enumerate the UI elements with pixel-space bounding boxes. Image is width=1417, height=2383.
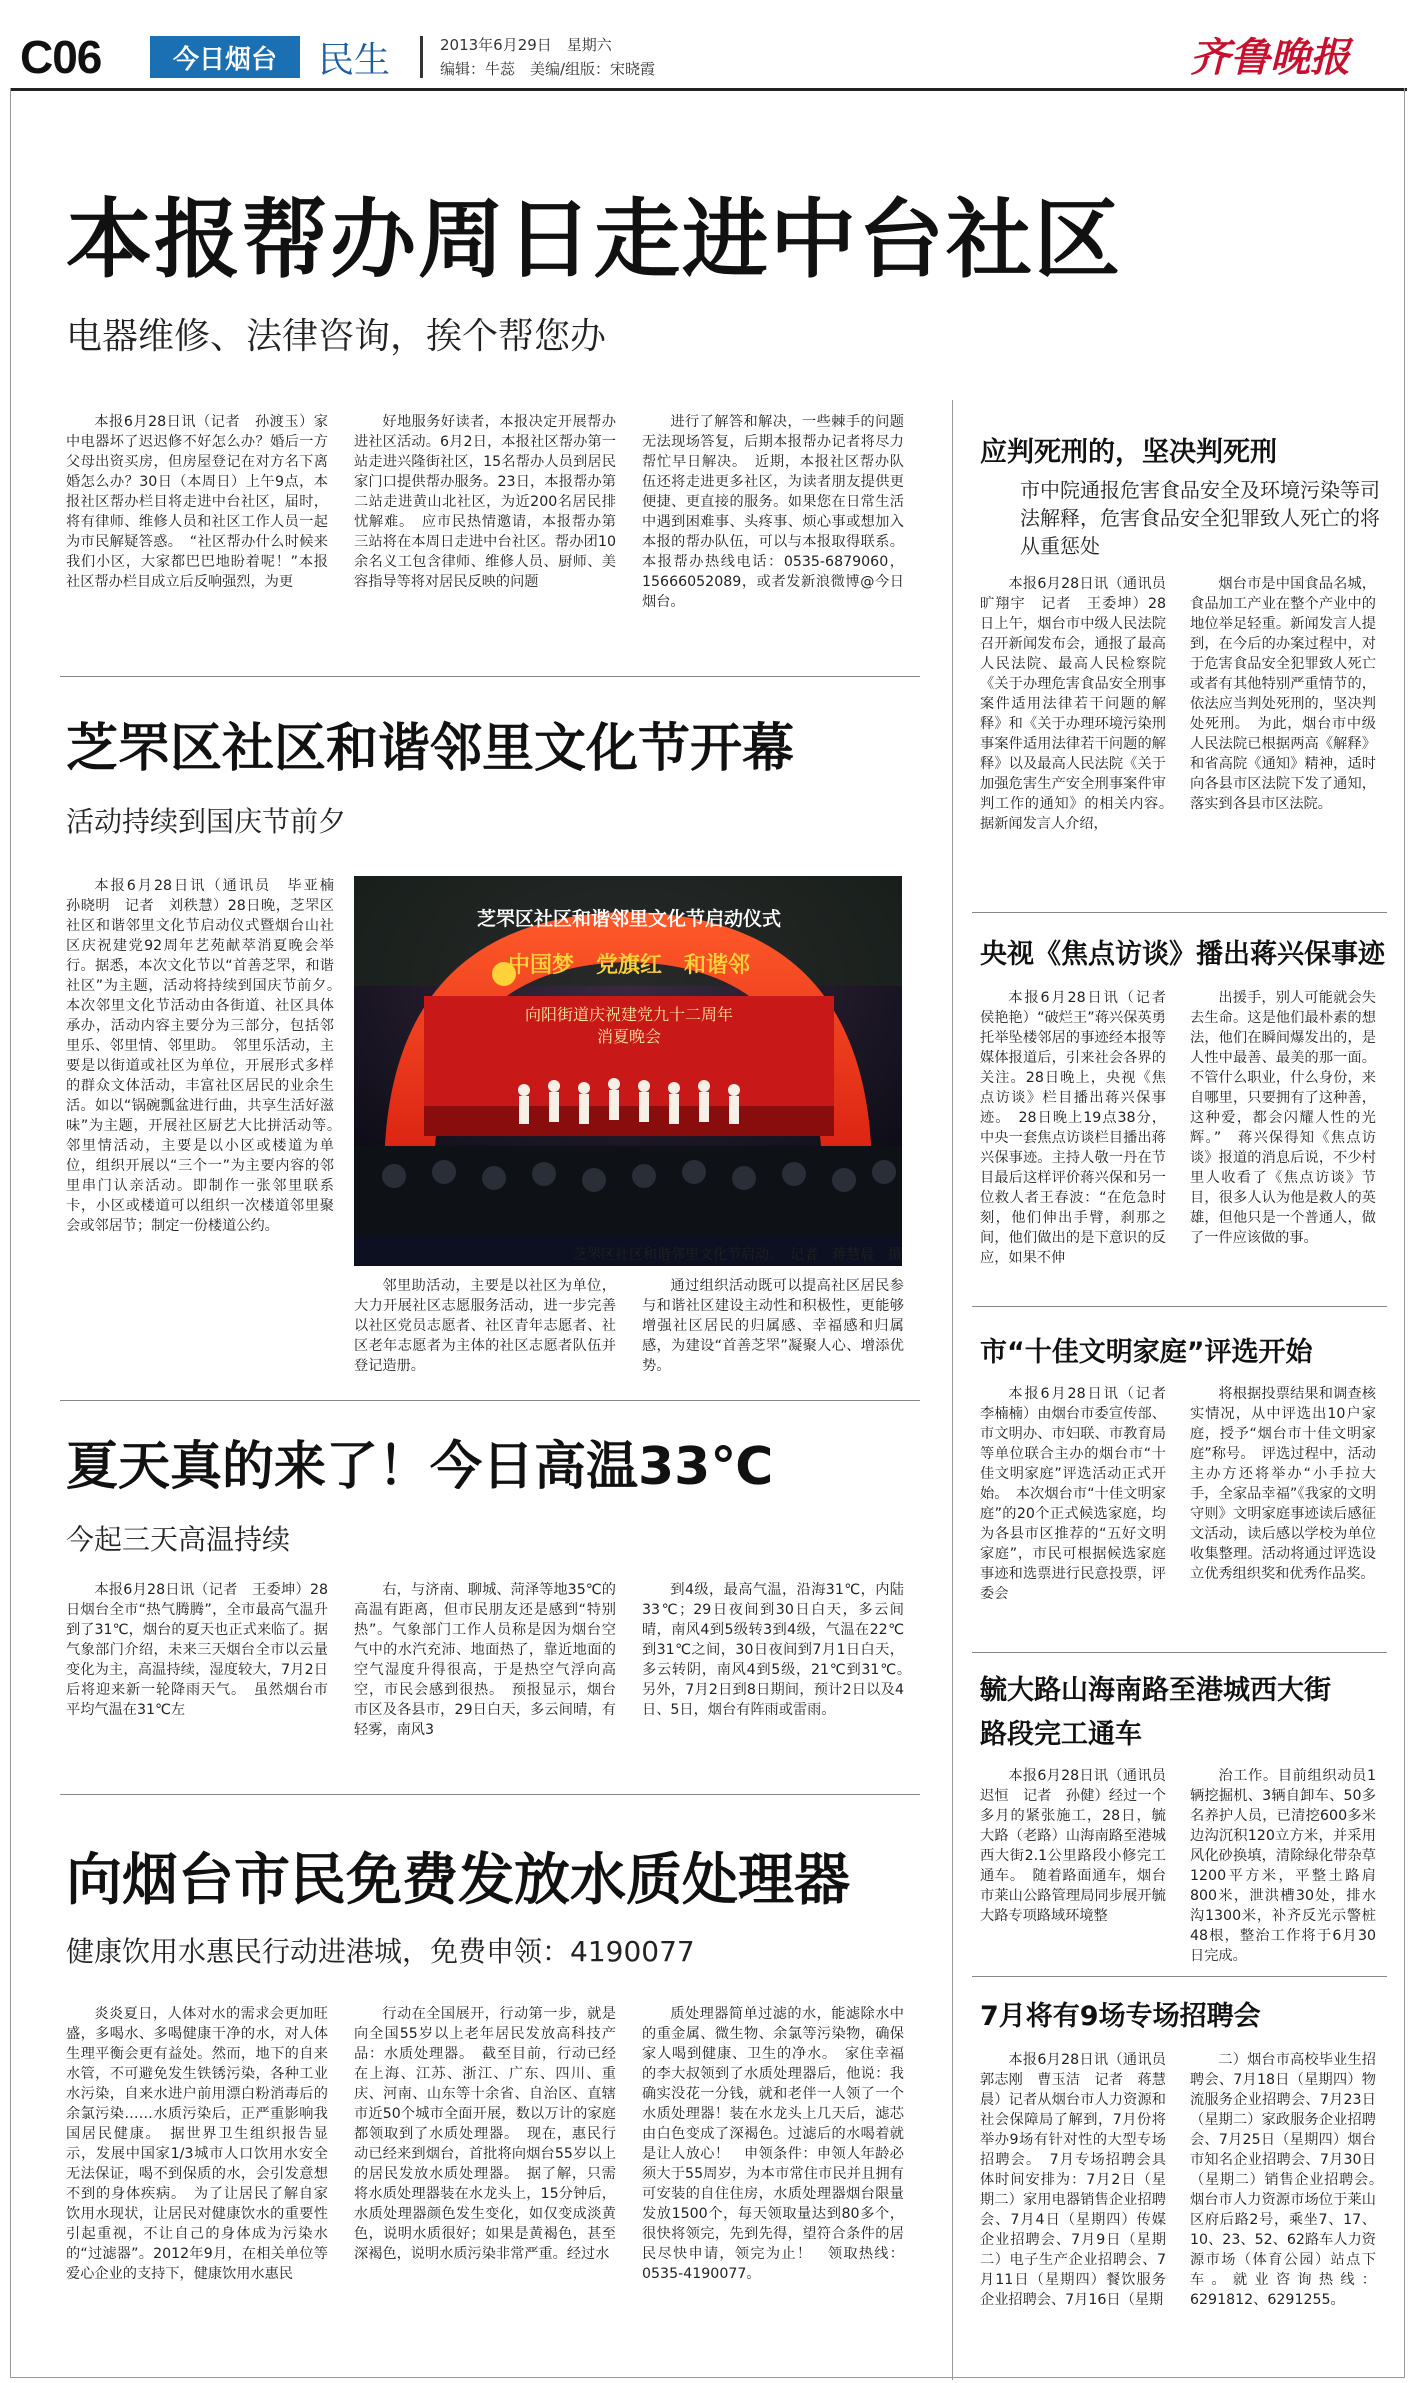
header-divider — [420, 36, 423, 78]
masthead-logo: 齐鲁晚报 — [1190, 34, 1350, 81]
divider — [972, 912, 1387, 913]
r1-text: 烟台市是中国食品名城，食品加工产业在整个产业中的地位举足轻重。新闻发言人提到，在今后的办案过程中，对于危害食品安全犯罪致人死亡或者有其他特别严重情节的，依法应当判处死刑的，坚决判处死刑。 为此，烟台市中级人民法院已根据两高《解释》和省高院《通知》精神，适时向各县市区法院下发了通知，落实到各县市区法院。 — [1190, 576, 1376, 812]
r3-text: 将根据投票结果和调查核实情况，从中评选出10户家庭，授予“烟台市十佳文明家庭”称号。 评选过程中，活动主办方还将举办“小手拉大手，全家品幸福”《我家的文明守则》文明家庭事迹读后感征文活动，读后感以学校为单位收集整理。活动将通过评选设立优秀组织奖和优秀作品奖。 — [1190, 1386, 1376, 1582]
r1-col-2 — [1190, 574, 1376, 900]
r3-col-1 — [980, 1384, 1181, 1648]
photo-arch-text: 中国梦 党旗红 和谐邻 — [507, 953, 750, 978]
article-2-headline: 芝罘区社区和谐邻里文化节开幕 — [66, 719, 795, 779]
photo-stage-text: 消夏晚会 — [596, 1027, 661, 1046]
r4-headline-line-1: 毓大路山海南路至港城西大街 — [980, 1675, 1331, 1706]
article-3-headline: 夏天真的来了！今日高温33℃ — [66, 1437, 774, 1497]
r2-col-2 — [1190, 988, 1376, 1320]
article-3-text: 右，与济南、聊城、菏泽等地35℃的高温有距离，但市民朋友还是感到“特别热”。气象部门工作人员称是因为烟台空气中的水汽充沛、地面热了，靠近地面的空气湿度升得很高，于是热空气浮向高空，市民会感到很热。 预报显示，烟台市区及各县市，29日白天，多云间晴，有轻雾，南风3 — [354, 1582, 616, 1738]
article-4-subhead: 健康饮用水惠民行动进港城，免费申领：4190077 — [66, 1935, 695, 1968]
r4-text: 治工作。目前组织动员1辆挖掘机、3辆自卸车、50多名养护人员，已清挖600多米边沟沉积120立方米，并采用风化砂换填，清除绿化带杂草1200平方米，平整土路肩800米，泄洪槽30处，排水沟1300米，补齐反光示警桩48根，整治工作将于6月30日完成。 — [1190, 1768, 1376, 1964]
issue-date: 2013年6月29日 星期六 — [440, 36, 612, 54]
r5-col-2 — [1190, 2050, 1391, 2370]
r2-text: 本报6月28日讯（记者 侯艳艳）“破烂王”蒋兴保英勇托举坠楼邻居的事迹经本报等媒体报道后，引来社会各界的关注。28日晚上，央视《焦点访谈》栏目播出蒋兴保事迹。 28日晚上19点38分，中央一套焦点访谈栏目播出蒋兴保事迹。主持人敬一丹在节目最后这样评价蒋兴保和另一位救人者王春波：“在危急时刻，他们伸出手臂，刹那之间，他们做出的是下意识的反应，如果不伸 — [980, 990, 1181, 1266]
divider — [972, 1306, 1387, 1307]
article-2-col-2 — [354, 1276, 616, 1384]
article-3-text: 本报6月28日讯（记者 王委坤）28日烟台全市“热气腾腾”，全市最高气温升到了31℃，烟台的夏天也正式来临了。据气象部门介绍，未来三天烟台全市以云量变化为主，高温持续，湿度较大，7月2日后将迎来新一轮降雨天气。 虽然烟台市平均气温在31℃左 — [66, 1582, 328, 1718]
article-1-col-1 — [66, 412, 328, 652]
divider — [60, 1400, 920, 1401]
photo-caption: 芝罘区社区和谐邻里文化节启动。 记者 蒋慧晨 摄 — [573, 1247, 902, 1263]
r3-headline: 市“十佳文明家庭”评选开始 — [980, 1337, 1313, 1368]
photo-stage-text: 向阳街道庆祝建党九十二周年 — [524, 1005, 733, 1024]
divider — [60, 676, 920, 677]
article-3-text: 到4级，最高气温，沿海31℃，内陆33℃；29日夜间到30日白天，多云间晴，南风4到5级转3到4级，气温在22℃到31℃之间，30日夜间到7月1日白天，多云转阴，南风4到5级，21℃到31℃。 另外，7月2日到8日期间，预计2日以及4日、5日，烟台有阵雨或雷雨。 — [642, 1582, 919, 1718]
r2-col-1 — [980, 988, 1181, 1320]
r2-text: 出援手，别人可能就会失去生命。这是他们最朴素的想法，他们在瞬间爆发出的，是人性中最善、最美的那一面。不管什么职业，什么身份，来自哪里，只要拥有了这种善，这种爱，都会闪耀人性的光辉。” 蒋兴保得知《焦点访谈》报道的消息后说，不少村里人收看了《焦点访谈》节目，很多人认为他是救人的英雄，但他只是一个普通人，做了一件应该做的事。 — [1190, 990, 1376, 1246]
article-4-text: 炎炎夏日，人体对水的需求会更加旺盛，多喝水、多喝健康干净的水，对人体生理平衡会更有益处。然而，地下的自来水管，不可避免发生铁锈污染，各种工业水污染，自来水进户前用漂白粉消毒后的余氯污染……水质污染后，正严重影响我国居民健康。 据世界卫生组织报告显示，发展中国家1/3城市人口饮用水安全无法保证，喝不到保质的水，会引发意想不到的身体疾病。 为了让居民了解自家饮用水现状，让居民对健康饮水的重要性引起重视，不让自己的身体成为污染水的“过滤器”。2012年9月，在相关单位等爱心企业的支持下，健康饮用水惠民 — [66, 2006, 328, 2282]
article-1-text: 进行了解答和解决，一些棘手的问题无法现场答复，后期本报帮办记者将尽力帮忙早日解决。 近期，本报社区帮办队伍还将走进更多社区，为读者朋友提供更便捷、更直接的服务。如果您在日常生活中遇到困难事、头疼事、烦心事或想加入本报的帮办队伍，可以与本报取得联系。本报帮办热线电话：0535-6879060，15666052089，或者发新浪微博@今日烟台。 — [642, 414, 904, 610]
page-number: C06 — [20, 31, 102, 83]
r5-col-1 — [980, 2050, 1181, 2370]
article-4-col-1 — [66, 2004, 328, 2370]
section-tab: 今日烟台 — [150, 36, 300, 78]
r5-text: 本报6月28日讯（通讯员 郭志刚 曹玉洁 记者 蒋慧晨）记者从烟台市人力资源和社会保障局了解到，7月份将举办9场有针对性的大型专场招聘会。 7月专场招聘会具体时间安排为：7月2日（星期二）家用电器销售企业招聘会、7月4日（星期四）传媒企业招聘会、7月9日（星期二）电子生产企业招聘会、7月11日（星期四）餐饮服务企业招聘会、7月16日（星期 — [980, 2052, 1181, 2308]
r3-text: 本报6月28日讯（记者 李楠楠）由烟台市委宣传部、市文明办、市妇联、市教育局等单位联合主办的烟台市“十佳文明家庭”评选活动正式开始。 本次烟台市“十佳文明家庭”的20个正式候选家庭，均为各县市区推荐的“五好文明家庭”，市民可根据候选家庭事迹和选票进行民意投票，评委会 — [980, 1386, 1181, 1602]
article-4-text: 行动在全国展开，行动第一步，就是向全国55岁以上老年居民发放高科技产品：水质处理器。 截至目前，行动已经在上海、江苏、浙江、广东、四川、重庆、河南、山东等十余省、自治区、直辖市近50个城市全面开展，数以万计的家庭都领取到了水质处理器。 现在，惠民行动已经来到烟台，首批将向烟台55岁以上的居民发放水质处理器。 据了解，只需将水质处理器装在水龙头上，15分钟后，水质处理器颜色发生变化，如仅变成淡黄色，说明水质很好；如果是黄褐色，甚至深褐色，说明水质污染非常严重。经过水 — [354, 2006, 616, 2262]
article-1-text: 本报6月28日讯（记者 孙渡玉）家中电器坏了迟迟修不好怎么办？婚后一方父母出资买房，但房屋登记在对方名下离婚怎么办？30日（本周日）上午9点，本报社区帮办栏目将走进中台社区，届时，将有律师、维修人员和社区工作人员一起为市民解疑答惑。 “社区帮办什么时候来我们小区，大家都巴巴地盼着呢！”本报社区帮办栏目成立后反响强烈，为更 — [66, 414, 328, 590]
subsection-label: 民生 — [318, 40, 391, 81]
article-2-text: 本报6月28日讯（通讯员 毕亚楠 孙晓明 记者 刘秩慧）28日晚，芝罘区社区和谐邻里文化节启动仪式暨烟台山社区庆祝建党92周年艺苑献萃消夏晚会举行。据悉，本次文化节以“首善芝罘，和谐社区”为主题，活动将持续到国庆节前夕。 本次邻里文化节活动由各街道、社区具体承办，活动内容主要分为三部分，包括邻里乐、邻里情、邻里助。 邻里乐活动，主要是以街道或社区为单位，开展形式多样的群众文体活动，丰富社区居民的业余生活。如以“锅碗瓢盆进行曲，共享生活好滋味”为主题，开展社区厨艺大比拼活动等。 邻里情活动，主要是以小区或楼道为单位，组织开展以“三个一”为主要内容的邻里串门认亲活动。即制作一张邻里联系卡，小区或楼道可以组织一次楼道邻里聚会或邻居节；制定一份楼道公约。 — [66, 878, 349, 1234]
r1-headline: 应判死刑的，坚决判死刑 — [980, 437, 1277, 468]
r4-col-2 — [1190, 1766, 1376, 1976]
article-3-subhead: 今起三天高温持续 — [66, 1523, 291, 1556]
r4-col-1 — [980, 1766, 1181, 1976]
editor-credits: 编辑：牛蕊 美编/组版：宋晓霞 — [440, 60, 656, 78]
r3-col-2 — [1190, 1384, 1376, 1648]
photo-banner-text: 芝罘区社区和谐邻里文化节启动仪式 — [476, 908, 781, 930]
r1-col-1 — [980, 574, 1181, 900]
article-4-text: 质处理器简单过滤的水，能滤除水中的重金属、微生物、余氯等污染物，确保家人喝到健康、卫生的净水。 家住幸福的李大叔领到了水质处理器后，他说：我确实没花一分钱，就和老伴一人领了一个水质处理器！装在水龙头上几天后，滤芯由白色变成了深褐色。过滤后的水喝着就是让人放心！ 申领条件：申领人年龄必须大于55周岁，为本市常住市民并且拥有可安装的自住住房，水质处理器烟台限量发放1500个，每天领取量达到80多个，很快将领完，先到先得，望符合条件的居民尽快申请，领完为止！ 领取热线：0535-4190077。 — [642, 2006, 904, 2282]
article-2-col-3 — [642, 1276, 904, 1384]
divider — [972, 1976, 1387, 1977]
r4-headline-line-2: 路段完工通车 — [980, 1719, 1142, 1750]
article-2-text: 通过组织活动既可以提高社区居民参与和谐社区建设主动性和积极性，更能够增强社区居民的归属感、幸福感和归属感，为建设“首善芝罘”凝聚人心、增添优势。 — [642, 1278, 904, 1374]
article-1-subhead: 电器维修、法律咨询，挨个帮您办 — [66, 316, 607, 357]
column-divider — [952, 400, 953, 2380]
r1-text: 本报6月28日讯（通讯员 旷翔宇 记者 王委坤）28日上午，烟台市中级人民法院召开新闻发布会，通报了最高人民法院、最高人民检察院《关于办理危害食品安全刑事案件适用法律若干问题的解释》和《关于办理环境污染刑事案件适用法律若干问题的解释》以及最高人民法院《关于加强危害生产安全刑事案件审判工作的通知》的相关内容。 据新闻发言人介绍， — [980, 576, 1181, 832]
r1-subhead: 市中院通报危害食品安全及环境污染等司法解释，危害食品安全犯罪致人死亡的将从重惩处 — [1020, 478, 1380, 558]
article-1-col-2 — [354, 412, 616, 652]
article-3-col-1 — [66, 1580, 328, 1780]
article-4-col-3 — [642, 2004, 904, 2370]
article-2-col-1 — [66, 876, 349, 1384]
article-4-headline: 向烟台市民免费发放水质处理器 — [66, 1848, 850, 1913]
r2-headline: 央视《焦点访谈》播出蒋兴保事迹 — [980, 939, 1385, 970]
divider — [60, 1794, 920, 1795]
article-1-headline: 本报帮办周日走进中台社区 — [66, 190, 1122, 290]
divider — [972, 1652, 1387, 1653]
r4-text: 本报6月28日讯（通讯员 迟恒 记者 孙健）经过一个多月的紧张施工，28日，毓大路（老路）山海南路至港城西大街2.1公里路段小修完工通车。 随着路面通车，烟台市莱山公路管理局同步展开毓大路专项路域环境整 — [980, 1768, 1181, 1924]
article-1-col-3 — [642, 412, 904, 652]
r5-headline: 7月将有9场专场招聘会 — [980, 2001, 1261, 2032]
article-3-col-2 — [354, 1580, 616, 1780]
article-3-col-3 — [642, 1580, 919, 1780]
article-1-text: 好地服务好读者，本报决定开展帮办进社区活动。6月2日，本报社区帮办第一站走进兴隆街社区，15名帮办人员到居民家门口提供帮办服务。23日，本报帮办第二站走进黄山北社区，为近200名居民排忧解难。 应市民热情邀请，本报帮办第三站将在本周日走进中台社区。帮办团10余名义工包含律师、维修人员、厨师、美容指导等将对居民反映的问题 — [354, 414, 616, 590]
r5-text: 二）烟台市高校毕业生招聘会、7月18日（星期四）物流服务企业招聘会、7月23日（星期二）家政服务企业招聘会、7月25日（星期四）烟台市知名企业招聘会、7月30日（星期二）销售企业招聘会。 烟台市人力资源市场位于莱山区府后路2号，乘坐7、17、10、23、52、62路车人力资源市场（体育公园）站点下车。就业咨询热线：6291812、6291255。 — [1190, 2052, 1391, 2308]
event-photo — [354, 876, 902, 1266]
article-4-col-2 — [354, 2004, 616, 2370]
article-2-text: 邻里助活动，主要是以社区为单位，大力开展社区志愿服务活动，进一步完善以社区党员志愿者、社区青年志愿者、社区老年志愿者为主体的社区志愿者队伍并登记造册。 — [354, 1278, 616, 1374]
article-2-subhead: 活动持续到国庆节前夕 — [66, 805, 347, 838]
